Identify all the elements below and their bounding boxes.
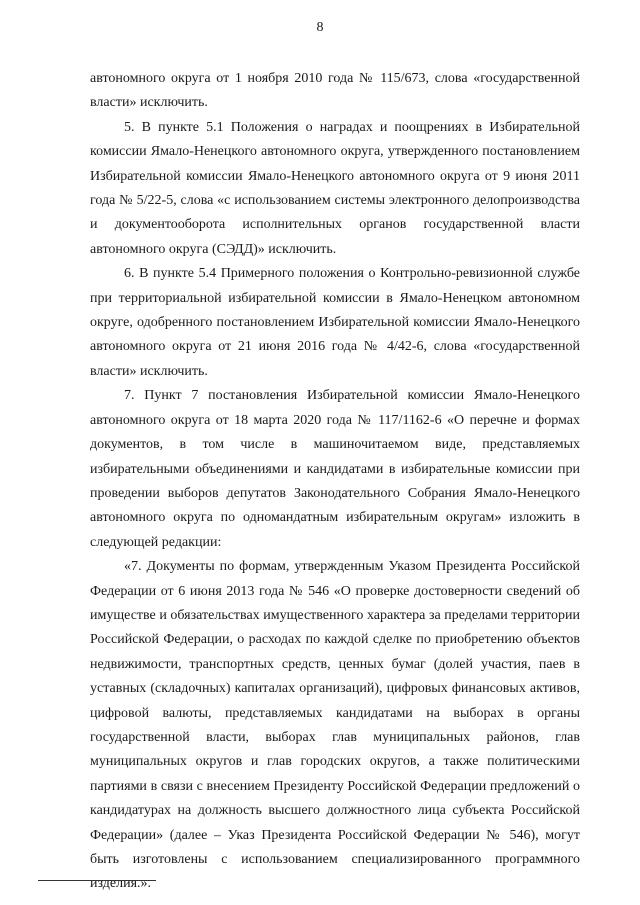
- footnote-divider: [38, 880, 156, 881]
- paragraph-item-7: 7. Пункт 7 постановления Избирательной комиссии Ямало-Ненецкого автономного округа от 18 марта 2020 года № 117/1162-6 «О перечне и формах документов, в том числе в машиночитаемом виде, представляемых избирательными объединениями и кандидатами в избирательные комиссии при проведении выборов депутатов Законодательного Собрания Ямало-Ненецкого автономного округа по одномандатным избирательным округам» изложить в следующей редакции:: [90, 388, 580, 550]
- paragraph-quoted-text: «7. Документы по формам, утвержденным Указом Президента Российской Федерации от 6 июня 2013 года № 546 «О проверке достоверности сведений об имуществе и обязательствах имущественного характера за пределами территории Российской Федерации, о расходах по каждой сделке по приобретению объектов недвижимости, транспортных средств, ценных бумаг (долей участия, паев в уставных (складочных) капиталах организаций), цифровых финансовых активов, цифровой валюты, представляемых кандидатами на выборах в органы государственной власти, выборах глав муниципальных районов, глав муниципальных округов и глав городских округов, а также политическими партиями в связи с внесением Президенту Российской Федерации предложений о кандидатурах на должность высшего должностного лица субъекта Российской Федерации» (далее – Указ Президента Российской Федерации № 546), могут быть изготовлены с использованием специализированного программного изделия.».: [90, 559, 580, 892]
- paragraph-item-6: 6. В пункте 5.4 Примерного положения о Контрольно-ревизионной службе при территориальной избирательной комиссии в Ямало-Ненецком автономном округе, одобренного постановлением Избирательной комиссии Ямало-Ненецкого автономного округа от 21 июня 2016 года № 4/42-6, слова «государственной власти» исключить.: [90, 266, 580, 379]
- paragraph-continuation: автономного округа от 1 ноября 2010 года № 115/673, слова «государственной власти» исключить.: [90, 71, 580, 111]
- paragraph-item-5: 5. В пункте 5.1 Положения о наградах и поощрениях в Избирательной комиссии Ямало-Ненецкого автономного округа, утвержденного постановлением Избирательной комиссии Ямало-Ненецкого автономного округа от 9 июня 2011 года № 5/22-5, слова «с использованием системы электронного делопроизводства и документооборота исполнительных органов государственной власти автономного округа (СЭДД)» исключить.: [90, 119, 580, 257]
- document-body: [90, 67, 580, 897]
- page-number: 8: [316, 20, 324, 35]
